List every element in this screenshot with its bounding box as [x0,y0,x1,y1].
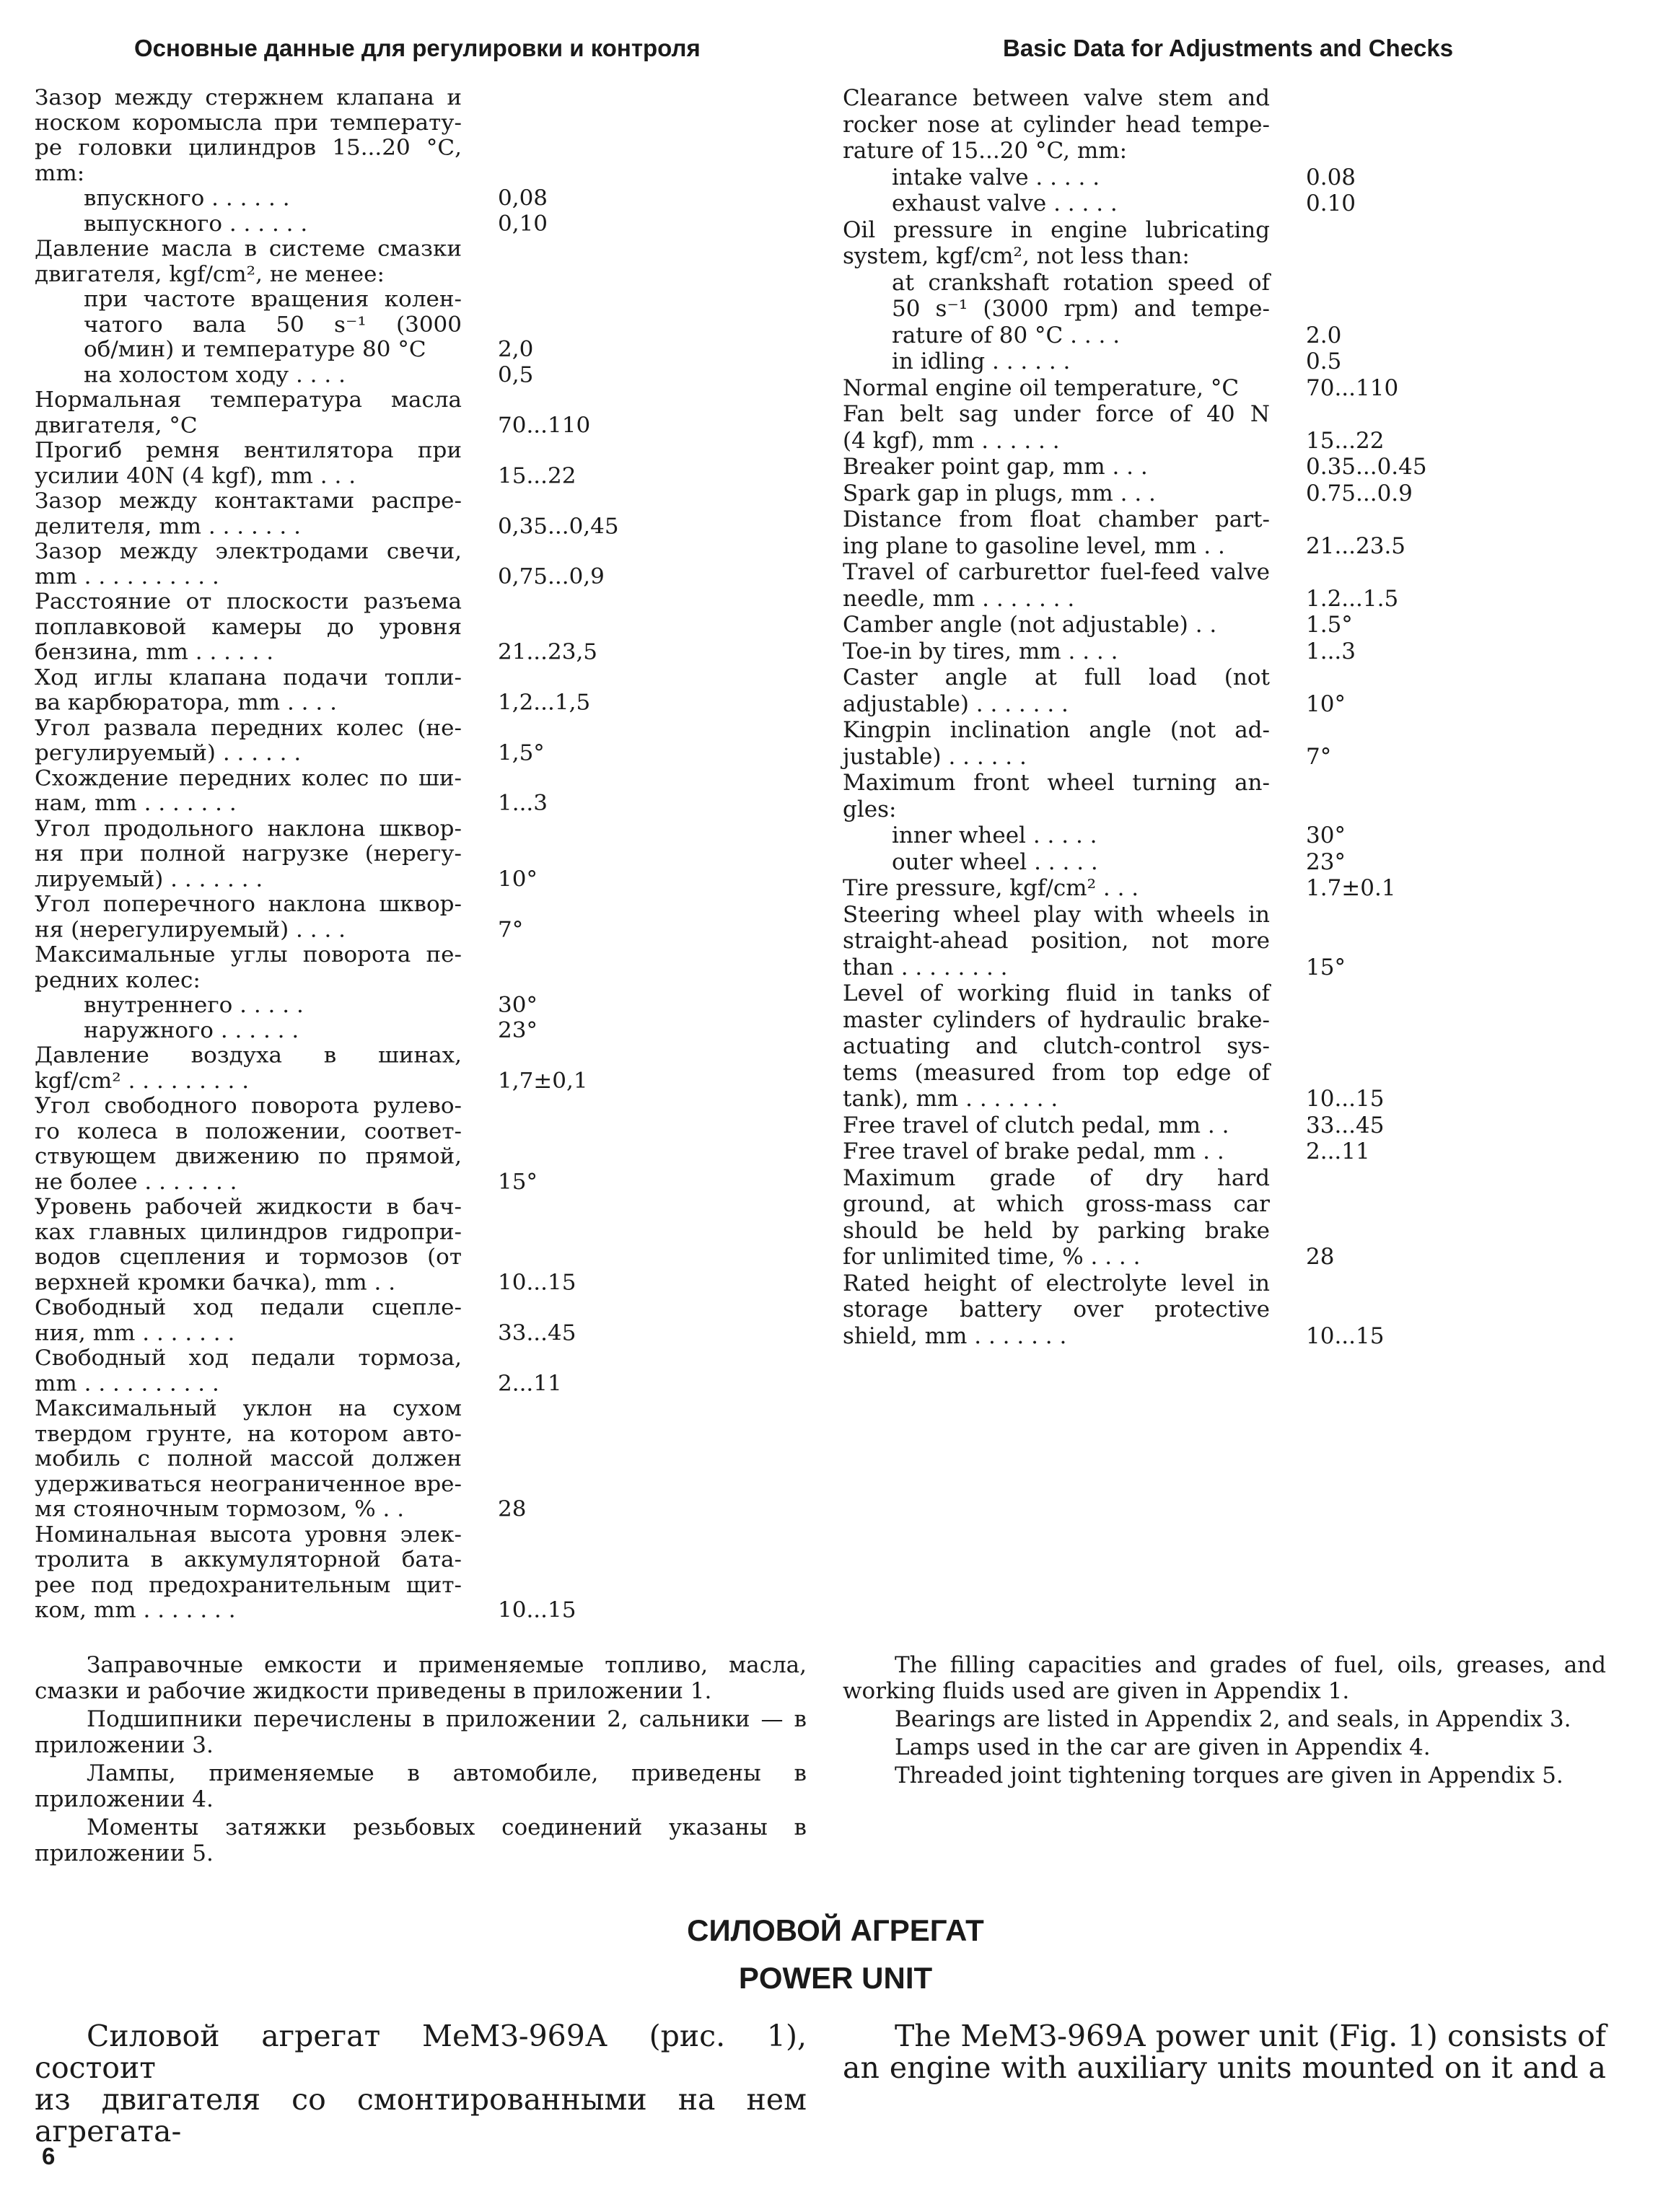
spec-row [843,1270,1636,1350]
spec-label [843,980,1270,1112]
spec-value: 10...15 [1306,1322,1385,1349]
spec-label-line: 50 s⁻¹ (3000 rpm) and tempe- [892,296,1270,322]
spec-row [35,488,828,539]
spec-label-line: Максимальные углы поворота пе- [35,942,462,967]
spec-value: 15...22 [498,463,576,488]
spec-label-line: регулируемый) . . . . . . [35,740,302,765]
spec-value: 0.75...0.9 [1306,480,1413,506]
spec-label [35,1346,462,1396]
body-line: The МеМЗ-969А power unit (Fig. 1) consists of [895,2019,1606,2053]
spec-label [35,1194,462,1295]
spec-label-line: Расстояние от плоскости разъема [35,589,462,615]
spec-label [35,942,462,993]
spec-row [843,401,1636,454]
spec-label-line: ва карбюратора, mm . . . . [35,690,337,716]
spec-label-line: Угол поперечного наклона шквор- [35,892,462,917]
spec-row [35,387,828,438]
spec-label-line: Camber angle (not adjustable) . . [843,612,1217,638]
spec-row [35,1194,828,1295]
spec-label [843,506,1270,559]
spec-label [843,217,1270,270]
spec-label [35,1018,462,1043]
spec-label-line: тролита в аккумуляторной бата- [35,1547,462,1573]
spec-label-line: мя стояночным тормозом, % . . [35,1496,405,1522]
spec-label [843,454,1270,480]
spec-label [843,1138,1270,1165]
spec-value: 1.2...1.5 [1306,585,1399,612]
spec-row [35,287,828,363]
spec-row [843,1138,1636,1165]
spec-label-line: outer wheel . . . . . [892,848,1098,875]
spec-row [843,375,1636,402]
russian-notes [35,1652,807,1869]
spec-label-line: наружного . . . . . . [84,1017,299,1043]
spec-label-line: лируемый) . . . . . . . [35,866,263,892]
spec-row [843,270,1636,349]
spec-label [35,892,462,942]
spec-row [35,539,828,589]
spec-row [843,217,1636,270]
spec-label-line: Free travel of clutch pedal, mm . . [843,1112,1229,1138]
spec-row [35,211,828,237]
spec-label-line: выпускного . . . . . . [84,211,308,237]
spec-row [35,1295,828,1346]
spec-label-line: Давление воздуха в шинах, [35,1043,462,1068]
spec-row [35,942,828,993]
body-line: из двигателя со смонтированными на нем агрегата- [35,2082,807,2149]
spec-label-line: ing plane to gasoline level, mm . . [843,532,1225,559]
spec-label [35,438,462,488]
spec-label-line: Spark gap in plugs, mm . . . [843,480,1156,506]
spec-label [843,1165,1270,1270]
section-title-russian: СИЛОВОЙ АГРЕГАТ [687,1913,984,1947]
spec-label [843,770,1270,822]
spec-value: 30° [1306,822,1346,848]
spec-label-line: tank), mm . . . . . . . [843,1086,1058,1112]
spec-label [35,539,462,589]
note-paragraph: Lamps used in the car are given in Appendix 4. [895,1734,1431,1760]
spec-label [35,211,462,237]
spec-label [843,612,1270,638]
spec-label [843,480,1270,507]
spec-label-line: Прогиб ремня вентилятора при [35,438,462,463]
spec-label-line: ках главных цилиндров гидропри- [35,1219,462,1245]
spec-label-line: твердом грунте, на котором авто- [35,1421,462,1447]
spec-label-line: rocker nose at cylinder head tempe- [843,111,1270,138]
spec-label [35,1396,462,1522]
spec-row [35,716,828,766]
spec-value: 23° [1306,848,1346,875]
spec-label [843,822,1270,849]
spec-value: 0.08 [1306,164,1356,190]
spec-row [843,454,1636,480]
spec-label-line: adjustable) . . . . . . . [843,690,1069,717]
spec-value: 0.35...0.45 [1306,454,1427,480]
spec-row [843,902,1636,981]
spec-label-line: Travel of carburettor fuel-feed valve [843,559,1270,585]
spec-label-line: чатого вала 50 s⁻¹ (3000 [84,312,462,337]
spec-row [35,1522,828,1623]
spec-label-line: го колеса в положении, соответ- [35,1118,462,1144]
spec-label [35,1094,462,1195]
spec-label-line: exhaust valve . . . . . [892,190,1118,216]
spec-row [35,765,828,816]
spec-label-line: удерживаться неограниченное вре- [35,1471,462,1497]
spec-label [843,1270,1270,1350]
spec-value: 2...11 [1306,1138,1370,1164]
spec-value: 21...23,5 [498,639,598,665]
header-english: Basic Data for Adjustments and Checks [1003,35,1454,61]
spec-value: 10...15 [498,1597,576,1623]
spec-label-line: Угол свободного поворота рулево- [35,1093,462,1119]
spec-row [35,589,828,665]
spec-value: 1...3 [498,791,548,816]
page-number: 6 [42,2143,56,2169]
spec-label-line: tems (measured from top edge of [843,1059,1270,1086]
spec-value: 10...15 [498,1270,576,1295]
english-notes [843,1652,1606,1791]
note-paragraph: Threaded joint tightening torques are given in Appendix 5. [895,1763,1563,1789]
spec-row [35,186,828,211]
spec-label-line: intake valve . . . . . [892,164,1100,190]
spec-value: 1...3 [1306,638,1356,664]
spec-label-line: ня при полной нагрузке (нерегу- [35,841,462,866]
spec-value: 30° [498,992,538,1018]
english-data-column [843,85,1636,1349]
spec-value: 7° [1306,743,1332,770]
spec-value: 0,75...0,9 [498,563,605,589]
spec-row [35,1094,828,1195]
spec-label [35,1522,462,1623]
spec-label-line: верхней кромки бачка), mm . . [35,1270,396,1295]
spec-value: 1,2...1,5 [498,690,591,716]
spec-row [843,980,1636,1112]
spec-label-line: Tire pressure, kgf/cm² . . . [843,875,1139,901]
spec-label-line: ground, at which gross-mass car [843,1191,1270,1217]
spec-label [843,559,1270,612]
spec-row [35,1396,828,1522]
spec-label-line: Rated height of electrolyte level in [843,1270,1270,1296]
spec-row [843,85,1636,164]
spec-label [843,638,1270,665]
spec-label [843,902,1270,981]
spec-label-line: Kingpin inclination angle (not ad- [843,717,1270,743]
spec-value: 10...15 [1306,1086,1385,1112]
spec-value: 1.5° [1306,612,1353,638]
spec-label-line: Ход иглы клапана подачи топли- [35,664,462,690]
spec-value: 28 [1306,1244,1335,1270]
spec-label-line: ком, mm . . . . . . . [35,1597,236,1623]
spec-row [843,1112,1636,1139]
spec-label-line: водов сцепления и тормозов (от [35,1245,462,1270]
spec-value: 70...110 [498,413,591,438]
spec-row [35,816,828,892]
spec-label [35,387,462,438]
spec-label-line: об/мин) и температуре 80 °С [84,337,426,362]
spec-label-line: Зазор между электродами свечи, [35,538,462,564]
spec-label-line: (4 kgf), mm . . . . . . [843,427,1060,454]
spec-row [843,612,1636,638]
spec-label-line: mm . . . . . . . . . . [35,563,219,589]
spec-label [35,816,462,892]
spec-row [843,875,1636,902]
spec-label [843,849,1270,876]
spec-label-line: master cylinders of hydraulic brake- [843,1006,1270,1033]
spec-label-line: ре головки цилиндров 15...20 °С, [35,135,462,161]
spec-row [843,190,1636,217]
spec-label-line: for unlimited time, % . . . . [843,1244,1141,1270]
spec-label-line: Maximum front wheel turning an- [843,770,1270,796]
spec-row [35,993,828,1018]
spec-value: 0,5 [498,362,534,387]
spec-value: 10° [498,866,538,892]
spec-label-line: Угол продольного наклона шквор- [35,816,462,841]
spec-label-line: на холостом ходу . . . . [84,362,346,387]
spec-label-line: at crankshaft rotation speed of [892,269,1270,296]
spec-value: 1,5° [498,740,545,765]
spec-label-line: Fan belt sag under force of 40 N [843,401,1270,427]
spec-row [843,480,1636,507]
body-text-russian [35,2020,807,2147]
spec-label-line: делителя, mm . . . . . . . [35,514,301,539]
spec-label-line: Steering wheel play with wheels in [843,901,1270,928]
spec-value: 15° [498,1169,538,1195]
spec-label-line: ствующем движению по прямой, [35,1144,462,1169]
spec-value: 28 [498,1496,527,1522]
spec-label-line: Caster angle at full load (not [843,664,1270,690]
spec-value: 2.0 [1306,322,1342,348]
spec-value: 15° [1306,954,1346,980]
spec-row [843,849,1636,876]
body-text-english [843,2020,1606,2084]
spec-label-line: rature of 15...20 °C, mm: [843,138,1128,164]
note-paragraph: Моменты затяжки резьбовых соединений указаны в приложении 5. [35,1814,807,1866]
header-russian: Основные данные для регулировки и контроля [134,35,701,61]
spec-label-line: Normal engine oil temperature, °C [843,374,1240,401]
spec-row [843,770,1636,822]
spec-label-line: Free travel of brake pedal, mm . . [843,1138,1224,1164]
spec-label-line: Номинальная высота уровня элек- [35,1522,462,1548]
spec-label-line: rature of 80 °C . . . . [892,322,1120,348]
spec-label-line: поплавковой камеры до уровня [35,614,462,640]
spec-label [35,186,462,211]
spec-value: 2...11 [498,1371,562,1396]
spec-label-line: actuating and clutch-control sys- [843,1033,1270,1059]
spec-label [35,993,462,1018]
spec-row [843,506,1636,559]
spec-label-line: двигателя, °С [35,413,198,438]
spec-label-line: straight-ahead position, not more [843,928,1270,954]
spec-label [843,85,1270,164]
spec-label [843,717,1270,770]
spec-label [843,401,1270,454]
spec-label [35,589,462,665]
spec-label-line: носком коромысла при температу- [35,110,462,136]
spec-value: 10° [1306,690,1346,717]
spec-label-line: Oil pressure in engine lubricating [843,216,1270,243]
spec-row [35,665,828,716]
spec-value: 2,0 [498,337,534,362]
spec-label-line: Level of working fluid in tanks of [843,980,1270,1006]
spec-label-line: не более . . . . . . . [35,1169,237,1195]
spec-value: 0.5 [1306,348,1342,374]
note-paragraph: Подшипники перечислены в приложении 2, сальники — в приложении 3. [35,1706,807,1758]
spec-value: 23° [498,1017,538,1043]
spec-label-line: shield, mm . . . . . . . [843,1322,1067,1349]
spec-label-line: mm . . . . . . . . . . [35,1371,219,1396]
spec-label [35,765,462,816]
spec-value: 21...23.5 [1306,532,1406,559]
spec-label-line: ня (нерегулируемый) . . . . [35,917,346,942]
spec-label [35,665,462,716]
spec-label [35,85,462,186]
spec-label-line: Свободный ход педали тормоза, [35,1346,462,1371]
spec-label-line: мобиль с полной массой должен [35,1446,462,1472]
spec-label [843,190,1270,217]
spec-row [843,1165,1636,1270]
spec-label-line: Distance from float chamber part- [843,506,1270,532]
spec-label-line: needle, mm . . . . . . . [843,585,1075,612]
spec-value: 33...45 [498,1320,576,1346]
spec-row [35,1346,828,1396]
spec-label-line: Схождение передних колес по ши- [35,765,462,791]
spec-row [843,822,1636,849]
spec-row [35,438,828,488]
spec-label-line: storage battery over protective [843,1296,1270,1322]
spec-label-line: Clearance between valve stem and [843,85,1270,111]
spec-row [843,348,1636,375]
spec-label [843,1112,1270,1139]
spec-value: 0.10 [1306,190,1356,216]
spec-label [843,875,1270,902]
spec-value: 7° [498,917,524,942]
spec-row [35,362,828,387]
spec-label-line: Давление масла в системе смазки [35,236,462,262]
spec-label-line: should be held by parking brake [843,1217,1270,1244]
note-paragraph: Заправочные емкости и применяемые топливо, масла, смазки и рабочие жидкости приведены в приложении 1. [35,1652,807,1704]
spec-label [35,287,462,363]
spec-label [35,716,462,766]
spec-row [843,164,1636,191]
spec-row [843,638,1636,665]
spec-row [35,237,828,287]
spec-value: 0,35...0,45 [498,514,619,539]
spec-label [843,664,1270,717]
note-paragraph: The filling capacities and grades of fuel, oils, greases, and working fluids used are given in Appendix 1. [843,1652,1606,1704]
spec-label-line: Нормальная температура масла [35,387,462,413]
spec-label-line: inner wheel . . . . . [892,822,1097,848]
spec-label-line: двигателя, kgf/cm², не менее: [35,261,385,287]
spec-label-line: Уровень рабочей жидкости в бач- [35,1194,462,1219]
spec-label-line: рее под предохранительным щит- [35,1572,462,1598]
spec-label-line: mm: [35,160,85,186]
spec-label-line: впускного . . . . . . [84,185,290,211]
spec-label-line: kgf/cm² . . . . . . . . . [35,1068,250,1094]
spec-label [35,1295,462,1346]
spec-label-line: Угол развала передних колес (не- [35,715,462,741]
spec-label-line: Максимальный уклон на сухом [35,1396,462,1421]
spec-label [843,375,1270,402]
spec-label-line: than . . . . . . . . [843,954,1008,980]
spec-label-line: внутреннего . . . . . [84,992,304,1018]
spec-value: 1.7±0.1 [1306,875,1396,901]
spec-value: 1,7±0,1 [498,1068,588,1094]
spec-row [843,664,1636,717]
spec-label-line: Зазор между стержнем клапана и [35,85,462,110]
spec-label-line: усилии 40N (4 kgf), mm . . . [35,463,356,488]
spec-label-line: gles: [843,796,897,822]
spec-label [35,237,462,287]
spec-label-line: ния, mm . . . . . . . [35,1320,235,1346]
spec-label-line: Зазор между контактами распре- [35,488,462,514]
spec-label [35,362,462,387]
spec-row [35,892,828,942]
spec-label-line: in idling . . . . . . [892,348,1071,374]
spec-value: 0,10 [498,211,548,237]
spec-label-line: нам, mm . . . . . . . [35,791,237,816]
spec-value: 15...22 [1306,427,1385,454]
spec-label-line: при частоте вращения колен- [84,286,462,312]
spec-label-line: Maximum grade of dry hard [843,1164,1270,1191]
spec-label-line: justable) . . . . . . [843,743,1027,770]
spec-label [843,164,1270,191]
spec-label-line: system, kgf/cm², not less than: [843,243,1190,269]
spec-value: 33...45 [1306,1112,1385,1138]
spec-value: 0,08 [498,185,548,211]
spec-label [35,488,462,539]
spec-label-line: редних колес: [35,967,201,993]
spec-row [35,1018,828,1043]
russian-data-column [35,85,828,1623]
spec-label-line: Свободный ход педали сцепле- [35,1295,462,1320]
spec-label [843,270,1270,349]
body-line: Силовой агрегат МеМЗ-969А (рис. 1), состоит [35,2019,807,2085]
note-paragraph: Bearings are listed in Appendix 2, and seals, in Appendix 3. [895,1706,1571,1732]
spec-row [843,559,1636,612]
spec-label-line: Breaker point gap, mm . . . [843,454,1148,480]
spec-label [843,348,1270,375]
spec-label-line: бензина, mm . . . . . . [35,639,274,665]
spec-label [35,1043,462,1094]
section-title-english: POWER UNIT [738,1961,933,1995]
body-line: an engine with auxiliary units mounted on it and a [843,2050,1606,2085]
spec-row [35,85,828,186]
note-paragraph: Лампы, применяемые в автомобиле, приведены в приложении 4. [35,1760,807,1812]
spec-label-line: Toe-in by tires, mm . . . . [843,638,1118,664]
spec-value: 70...110 [1306,374,1399,401]
spec-row [843,717,1636,770]
spec-row [35,1043,828,1094]
